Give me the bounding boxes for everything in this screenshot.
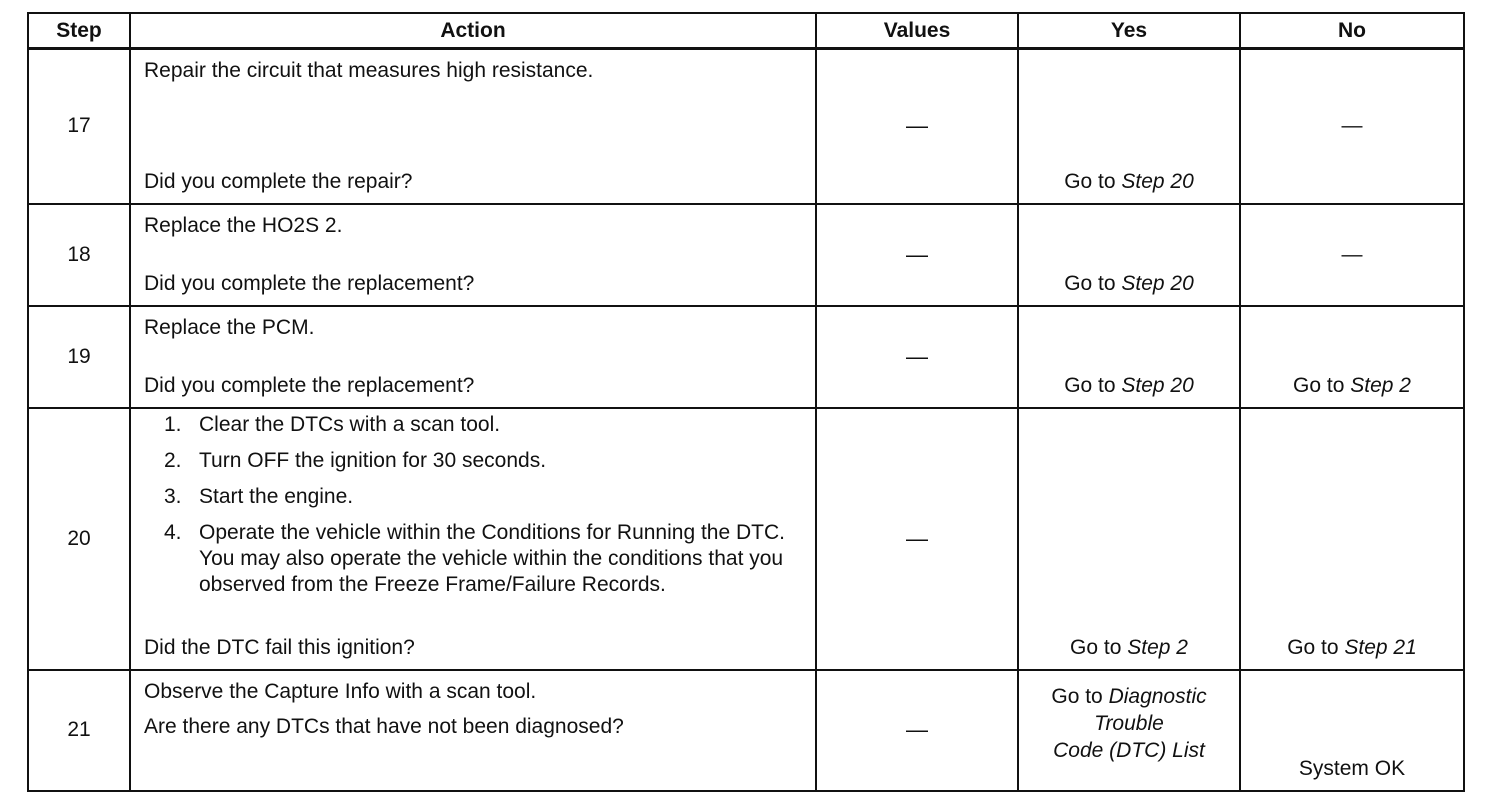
action-cell: [130, 49, 816, 204]
step-number: 19: [28, 306, 130, 408]
action-cell: [130, 408, 816, 670]
no-goto: [1247, 634, 1457, 661]
goto-prefix: Go to: [1064, 169, 1122, 193]
no-goto: [1247, 372, 1457, 399]
values-cell: —: [816, 306, 1018, 408]
action-question: Are there any DTCs that have not been diagnosed?: [144, 714, 624, 738]
list-item-text: Clear the DTCs with a scan tool.: [199, 412, 501, 436]
goto-step-link: Step 20: [1121, 373, 1194, 397]
table-row-step-18: [28, 204, 1464, 306]
action-question: Did the DTC fail this ignition?: [144, 635, 415, 659]
list-item-text: Operate the vehicle within the Conditions for Running the DTC. You may also operate the vehicle within the conditions that you observed from the Freeze Frame/Failure Records.: [199, 520, 785, 596]
list-item: [164, 520, 805, 598]
step-number: 21: [28, 670, 130, 791]
action-instruction: Repair the circuit that measures high resistance.: [144, 59, 594, 82]
yes-goto: [1025, 270, 1233, 297]
action-instruction: Replace the PCM.: [144, 315, 315, 339]
list-item-number: 4.: [164, 520, 182, 544]
yes-cell: [1018, 408, 1240, 670]
goto-prefix: Go to: [1293, 373, 1351, 397]
goto-step-link: Step 20: [1121, 169, 1194, 193]
no-cell: [1240, 204, 1464, 306]
list-item-text: Turn OFF the ignition for 30 seconds.: [199, 448, 547, 472]
goto-link-line3: Code (DTC) List: [1053, 738, 1205, 762]
action-cell: [130, 306, 816, 408]
values-cell: —: [816, 670, 1018, 791]
yes-cell: [1018, 670, 1240, 791]
goto-prefix: Go to: [1064, 373, 1122, 397]
action-instruction: Observe the Capture Info with a scan tool.: [144, 679, 537, 703]
header-no: No: [1240, 13, 1464, 49]
goto-prefix: Go to: [1064, 271, 1122, 295]
no-cell: [1240, 49, 1464, 204]
goto-link-line1: Diagnostic: [1108, 684, 1207, 708]
header-row: [28, 13, 1464, 49]
header-values: Values: [816, 13, 1018, 49]
yes-cell: [1018, 306, 1240, 408]
step-number: 20: [28, 408, 130, 670]
action-steps-list: [144, 412, 805, 598]
header-step: Step: [28, 13, 130, 49]
values-cell: —: [816, 204, 1018, 306]
action-question: Did you complete the repair?: [144, 169, 413, 193]
step-number: 17: [28, 49, 130, 204]
yes-goto-line3: [1025, 737, 1233, 764]
yes-cell: [1018, 204, 1240, 306]
no-cell: [1240, 408, 1464, 670]
no-value: —: [1341, 114, 1363, 138]
yes-goto: [1025, 372, 1233, 399]
header-action: Action: [130, 13, 816, 49]
goto-prefix: Go to: [1051, 684, 1109, 708]
yes-goto: [1025, 168, 1233, 195]
header-yes: Yes: [1018, 13, 1240, 49]
diagnostic-table: [27, 12, 1465, 792]
no-value: —: [1341, 242, 1363, 266]
yes-cell: [1018, 49, 1240, 204]
action-question: Did you complete the replacement?: [144, 271, 475, 295]
action-cell: [130, 204, 816, 306]
table-row-step-19: [28, 306, 1464, 408]
table-row-step-20: [28, 408, 1464, 670]
values-cell: —: [816, 49, 1018, 204]
yes-goto: [1025, 634, 1233, 661]
no-cell: [1240, 306, 1464, 408]
table-row-step-17: [28, 49, 1464, 204]
list-item: [164, 448, 805, 474]
action-instruction: Replace the HO2S 2.: [144, 213, 343, 237]
table-row-step-21: [28, 670, 1464, 791]
goto-prefix: Go to: [1287, 635, 1345, 659]
no-cell: [1240, 670, 1464, 791]
list-item: [164, 412, 805, 438]
yes-goto-line2: [1025, 710, 1233, 737]
goto-step-link: Step 20: [1121, 271, 1194, 295]
list-item-number: 3.: [164, 484, 182, 508]
list-item-number: 1.: [164, 412, 182, 436]
list-item-text: Start the engine.: [199, 484, 354, 508]
list-item-number: 2.: [164, 448, 182, 472]
goto-step-link: Step 2: [1350, 373, 1411, 397]
step-number: 18: [28, 204, 130, 306]
goto-step-link: Step 21: [1344, 635, 1417, 659]
action-question: Did you complete the replacement?: [144, 373, 475, 397]
goto-step-link: Step 2: [1127, 635, 1188, 659]
goto-prefix: Go to: [1070, 635, 1128, 659]
values-cell: —: [816, 408, 1018, 670]
no-value: System OK: [1298, 756, 1406, 780]
list-item: [164, 484, 805, 510]
goto-link-line2: Trouble: [1094, 711, 1164, 735]
yes-goto: [1025, 683, 1233, 710]
action-cell: [130, 670, 816, 791]
